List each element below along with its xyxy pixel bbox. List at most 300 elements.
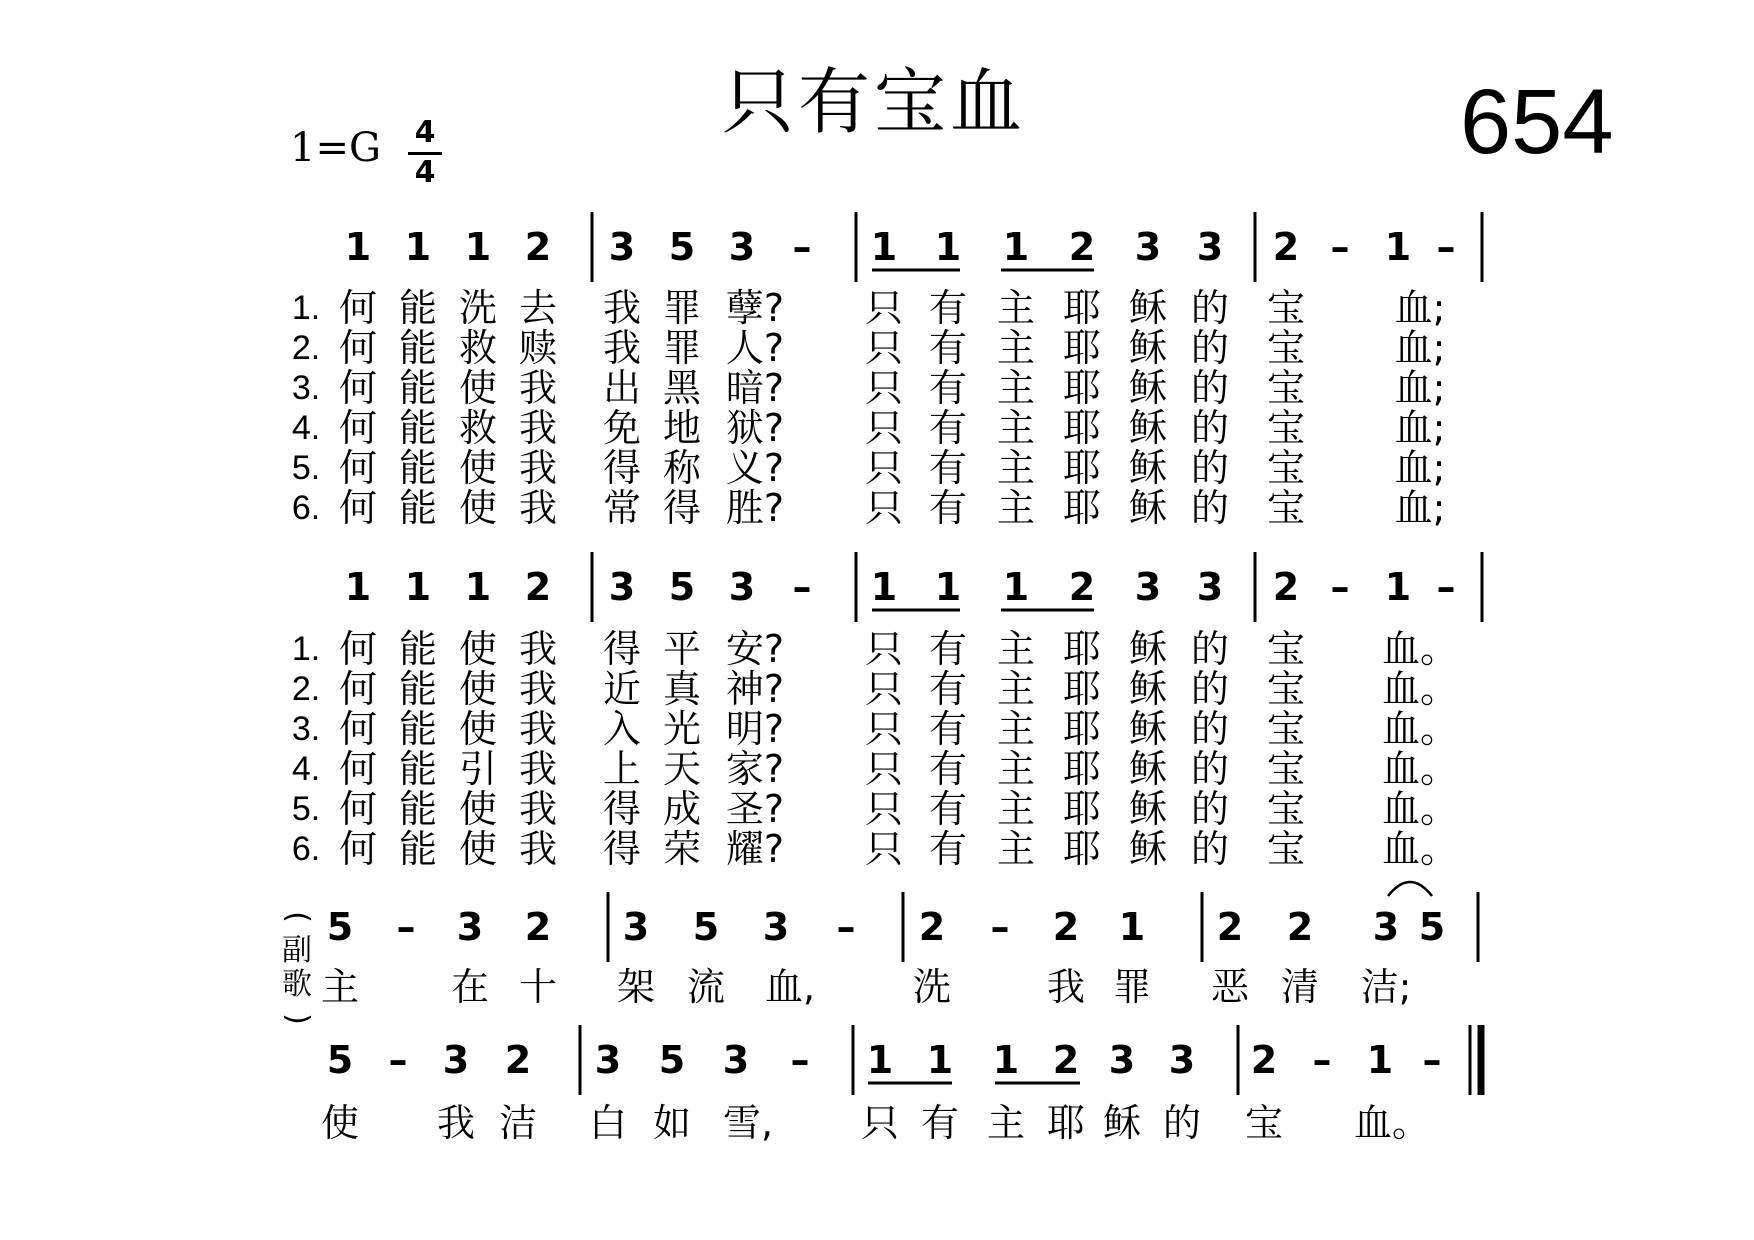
- lyric: 的: [1190, 286, 1230, 330]
- note: 3: [456, 905, 484, 949]
- note: –: [1422, 1038, 1442, 1082]
- note: 1: [934, 565, 962, 609]
- lyric: 何: [338, 406, 378, 450]
- note: 5: [692, 905, 720, 949]
- lyric: 耶: [1062, 667, 1102, 711]
- lyric: 耶: [1062, 827, 1102, 871]
- note: 5: [658, 1038, 686, 1082]
- lyric: 宝: [1266, 787, 1306, 831]
- note: 2: [1216, 905, 1244, 949]
- note: 3: [608, 225, 636, 269]
- lyric: 主: [996, 366, 1036, 410]
- note: 1: [866, 1038, 894, 1082]
- lyric: 能: [398, 747, 438, 791]
- note: –: [1312, 1038, 1332, 1082]
- note: 2: [1272, 225, 1300, 269]
- note: 3: [1108, 1038, 1136, 1082]
- lyric: 主: [996, 707, 1036, 751]
- refrain-tag-open: (: [280, 911, 315, 923]
- note: 1: [344, 225, 372, 269]
- lyric: 十: [518, 965, 558, 1009]
- lyric: 只: [864, 707, 904, 751]
- note: 3: [442, 1038, 470, 1082]
- note: 2: [1068, 565, 1096, 609]
- melody-row-refrain-1: [0, 902, 1754, 952]
- lyric: 有: [928, 667, 968, 711]
- lyric: 宝: [1266, 827, 1306, 871]
- lyric: 耶: [1062, 787, 1102, 831]
- lyric: 稣: [1102, 1101, 1142, 1145]
- note: 1: [934, 225, 962, 269]
- note: 5: [1418, 905, 1446, 949]
- lyric: 使: [458, 667, 498, 711]
- lyric: 何: [338, 366, 378, 410]
- lyric: 引: [458, 747, 498, 791]
- note: 1: [1002, 225, 1030, 269]
- lyric: 我: [518, 707, 558, 751]
- lyric: 主: [996, 827, 1036, 871]
- note: 1: [344, 565, 372, 609]
- lyric-row: [0, 483, 1754, 533]
- note: 3: [728, 565, 756, 609]
- lyric: 黑: [662, 366, 702, 410]
- note: –: [792, 565, 812, 609]
- note: 2: [918, 905, 946, 949]
- lyric: 耶: [1062, 446, 1102, 490]
- lyric: 我: [436, 1101, 476, 1145]
- lyric: 得: [602, 827, 642, 871]
- lyric: 去: [518, 286, 558, 330]
- lyric: 使: [458, 366, 498, 410]
- lyric: 恶: [1210, 965, 1250, 1009]
- lyric-row: [0, 824, 1754, 874]
- lyric: 主: [996, 286, 1036, 330]
- verse-number: 1.: [291, 289, 321, 327]
- lyric: 有: [928, 707, 968, 751]
- lyric: 血。: [1381, 707, 1459, 751]
- note: 1: [404, 225, 432, 269]
- lyric: 何: [338, 707, 378, 751]
- slur: [1388, 882, 1432, 896]
- melody-row-system-1: [0, 222, 1754, 272]
- lyric: 稣: [1128, 667, 1168, 711]
- note: 1: [1384, 225, 1412, 269]
- lyric: 何: [338, 286, 378, 330]
- lyric: 只: [864, 667, 904, 711]
- lyric: 耶: [1062, 707, 1102, 751]
- lyric: 稣: [1128, 286, 1168, 330]
- note: 2: [1286, 905, 1314, 949]
- lyric: 的: [1190, 667, 1230, 711]
- lyric: 血;: [1394, 326, 1446, 370]
- lyric: 宝: [1266, 446, 1306, 490]
- lyric: 我: [602, 326, 642, 370]
- lyric: 何: [338, 747, 378, 791]
- lyric: 赎: [518, 326, 558, 370]
- lyric: 只: [864, 366, 904, 410]
- lyric: 宝: [1266, 667, 1306, 711]
- lyric: 我: [518, 486, 558, 530]
- lyric: 只: [864, 627, 904, 671]
- note: 3: [1134, 225, 1162, 269]
- lyric: 的: [1190, 366, 1230, 410]
- note: 3: [1134, 565, 1162, 609]
- lyric: 使: [320, 1101, 360, 1145]
- note: 2: [524, 905, 552, 949]
- lyric: 血。: [1381, 787, 1459, 831]
- lyric: 主: [320, 965, 360, 1009]
- lyric: 有: [920, 1101, 960, 1145]
- lyric: 天: [662, 747, 702, 791]
- lyric: 能: [398, 366, 438, 410]
- lyric: 有: [928, 286, 968, 330]
- note: 3: [1196, 565, 1224, 609]
- lyric: 有: [928, 486, 968, 530]
- lyric: 洗: [912, 965, 952, 1009]
- lyric: 血。: [1381, 827, 1459, 871]
- note: 5: [326, 1038, 354, 1082]
- note: 1: [870, 565, 898, 609]
- lyric: 真: [662, 667, 702, 711]
- lyric: 我: [602, 286, 642, 330]
- lyric: 得: [602, 787, 642, 831]
- lyric: 何: [338, 827, 378, 871]
- lyric: 稣: [1128, 486, 1168, 530]
- lyric: 常: [602, 486, 642, 530]
- lyric: 使: [458, 827, 498, 871]
- lyric: 稣: [1128, 707, 1168, 751]
- lyric: 的: [1162, 1101, 1202, 1145]
- lyric: 血。: [1381, 667, 1459, 711]
- lyric: 的: [1190, 406, 1230, 450]
- note: 2: [1250, 1038, 1278, 1082]
- lyric: 主: [996, 747, 1036, 791]
- lyric: 耶: [1062, 326, 1102, 370]
- lyric: 的: [1190, 326, 1230, 370]
- lyric: 宝: [1266, 406, 1306, 450]
- lyric: 得: [662, 486, 702, 530]
- lyric: 地: [662, 406, 702, 450]
- lyric: 能: [398, 286, 438, 330]
- note: 2: [524, 565, 552, 609]
- note: 5: [326, 905, 354, 949]
- lyric: 主: [996, 406, 1036, 450]
- lyric: 我: [1046, 965, 1086, 1009]
- lyric: 血;: [1394, 486, 1446, 530]
- refrain-tag-char: 歌: [282, 967, 312, 1002]
- lyric: 稣: [1128, 406, 1168, 450]
- lyric: 何: [338, 787, 378, 831]
- lyric: 平: [662, 627, 702, 671]
- melody-row-system-2: [0, 562, 1754, 612]
- note: 3: [1372, 905, 1400, 949]
- lyric: 只: [864, 486, 904, 530]
- note: 3: [762, 905, 790, 949]
- lyric: 白: [588, 1101, 628, 1145]
- lyric: 使: [458, 787, 498, 831]
- lyric: 我: [518, 406, 558, 450]
- verse-number: 3.: [291, 710, 321, 748]
- note: –: [792, 225, 812, 269]
- lyric: 宝: [1266, 286, 1306, 330]
- lyric: 使: [458, 707, 498, 751]
- lyric: 的: [1190, 787, 1230, 831]
- note: –: [1330, 565, 1350, 609]
- note: –: [1330, 225, 1350, 269]
- lyric: 何: [338, 486, 378, 530]
- lyric: 上: [602, 747, 642, 791]
- lyric: 的: [1190, 827, 1230, 871]
- note: 1: [1366, 1038, 1394, 1082]
- key-signature: 1=G: [290, 125, 381, 171]
- lyric: 何: [338, 667, 378, 711]
- lyric: 血。: [1381, 627, 1459, 671]
- note: –: [396, 905, 416, 949]
- note: 3: [728, 225, 756, 269]
- lyric: 血,: [764, 965, 816, 1009]
- verse-number: 5.: [291, 790, 321, 828]
- note: 3: [1196, 225, 1224, 269]
- lyric: 宝: [1266, 326, 1306, 370]
- note: 1: [1002, 565, 1030, 609]
- lyric-row-refrain-2: [0, 1098, 1754, 1148]
- lyric: 胜?: [725, 486, 785, 530]
- lyric: 使: [458, 486, 498, 530]
- lyric: 宝: [1266, 747, 1306, 791]
- lyric: 主: [996, 326, 1036, 370]
- note: 1: [870, 225, 898, 269]
- lyric: 只: [860, 1101, 900, 1145]
- lyric: 宝: [1266, 707, 1306, 751]
- lyric: 入: [602, 707, 642, 751]
- lyric: 只: [864, 747, 904, 791]
- lyric: 明?: [725, 707, 785, 751]
- lyric: 安?: [725, 627, 785, 671]
- note: –: [1436, 565, 1456, 609]
- verse-number: 3.: [291, 369, 321, 407]
- lyric: 洗: [458, 286, 498, 330]
- lyric: 宝: [1244, 1101, 1284, 1145]
- lyric: 有: [928, 446, 968, 490]
- refrain-tag-char: 副: [282, 933, 312, 968]
- time-signature-top: 4: [414, 115, 436, 150]
- note: –: [790, 1038, 810, 1082]
- note: –: [1436, 225, 1456, 269]
- note: 1: [1118, 905, 1146, 949]
- lyric: 我: [518, 827, 558, 871]
- lyric: 耶: [1062, 486, 1102, 530]
- note: 2: [1052, 1038, 1080, 1082]
- lyric: 荣: [662, 827, 702, 871]
- verse-number: 5.: [291, 449, 321, 487]
- lyric-row-refrain-1: [0, 962, 1754, 1012]
- verse-number: 1.: [291, 630, 321, 668]
- lyric: 只: [864, 326, 904, 370]
- lyric: 能: [398, 446, 438, 490]
- lyric: 成: [662, 787, 702, 831]
- hymn-title: 只有宝血: [722, 60, 1027, 144]
- lyric: 的: [1190, 627, 1230, 671]
- lyric: 只: [864, 787, 904, 831]
- lyric: 何: [338, 446, 378, 490]
- lyric: 洁;: [1360, 965, 1412, 1009]
- note: –: [388, 1038, 408, 1082]
- note: 1: [404, 565, 432, 609]
- lyric: 狱?: [725, 406, 785, 450]
- note: 3: [594, 1038, 622, 1082]
- lyric: 圣?: [725, 787, 785, 831]
- note: 3: [1168, 1038, 1196, 1082]
- lyric: 只: [864, 406, 904, 450]
- lyric: 孽?: [725, 286, 785, 330]
- lyric: 耀?: [725, 827, 785, 871]
- lyric: 光: [662, 707, 702, 751]
- lyric: 稣: [1128, 366, 1168, 410]
- note: 1: [1384, 565, 1412, 609]
- lyric: 能: [398, 667, 438, 711]
- verse-number: 6.: [291, 830, 321, 868]
- lyric: 的: [1190, 446, 1230, 490]
- lyric: 雪,: [722, 1101, 774, 1145]
- lyric: 只: [864, 286, 904, 330]
- lyric: 能: [398, 627, 438, 671]
- lyric: 在: [450, 965, 490, 1009]
- lyric: 神?: [725, 667, 785, 711]
- lyric: 使: [458, 627, 498, 671]
- lyric: 血;: [1394, 286, 1446, 330]
- lyric: 耶: [1062, 747, 1102, 791]
- lyric: 罪: [662, 286, 702, 330]
- lyric: 主: [986, 1101, 1026, 1145]
- lyric: 暗?: [725, 366, 785, 410]
- verse-number: 2.: [291, 329, 321, 367]
- lyric: 我: [518, 366, 558, 410]
- note: 1: [926, 1038, 954, 1082]
- lyric: 宝: [1266, 627, 1306, 671]
- lyric: 稣: [1128, 326, 1168, 370]
- lyric: 我: [518, 627, 558, 671]
- verse-number: 6.: [291, 489, 321, 527]
- lyric: 稣: [1128, 627, 1168, 671]
- note: 3: [608, 565, 636, 609]
- lyric: 得: [602, 446, 642, 490]
- lyric: 的: [1190, 486, 1230, 530]
- note: 2: [1272, 565, 1300, 609]
- lyric: 近: [602, 667, 642, 711]
- lyric: 稣: [1128, 827, 1168, 871]
- lyric: 何: [338, 326, 378, 370]
- lyric: 耶: [1062, 627, 1102, 671]
- note: 2: [1052, 905, 1080, 949]
- lyric: 主: [996, 787, 1036, 831]
- lyric: 有: [928, 827, 968, 871]
- lyric: 使: [458, 446, 498, 490]
- hymn-number: 654: [1460, 71, 1614, 173]
- note: 3: [622, 905, 650, 949]
- lyric: 主: [996, 667, 1036, 711]
- lyric: 出: [602, 366, 642, 410]
- lyric: 的: [1190, 747, 1230, 791]
- lyric: 耶: [1062, 406, 1102, 450]
- lyric: 血;: [1394, 406, 1446, 450]
- lyric: 我: [518, 446, 558, 490]
- lyric: 耶: [1062, 286, 1102, 330]
- lyric: 主: [996, 627, 1036, 671]
- note: –: [990, 905, 1010, 949]
- lyric: 耶: [1046, 1101, 1086, 1145]
- lyric: 能: [398, 707, 438, 751]
- note: 2: [524, 225, 552, 269]
- lyric: 免: [602, 406, 642, 450]
- lyric: 的: [1190, 707, 1230, 751]
- melody-row-refrain-2: [0, 1035, 1754, 1085]
- lyric: 人?: [725, 326, 785, 370]
- lyric: 能: [398, 406, 438, 450]
- note: 2: [504, 1038, 532, 1082]
- lyric: 有: [928, 787, 968, 831]
- lyric: 何: [338, 627, 378, 671]
- lyric: 如: [652, 1101, 692, 1145]
- note: –: [836, 905, 856, 949]
- lyric: 血。: [1381, 747, 1459, 791]
- lyric: 只: [864, 827, 904, 871]
- note: 1: [464, 565, 492, 609]
- lyric: 救: [458, 326, 498, 370]
- lyric: 家?: [725, 747, 785, 791]
- lyric: 有: [928, 406, 968, 450]
- lyric: 称: [662, 446, 702, 490]
- lyric: 宝: [1266, 366, 1306, 410]
- lyric: 能: [398, 326, 438, 370]
- lyric: 能: [398, 827, 438, 871]
- verse-number: 4.: [291, 750, 321, 788]
- lyric: 血;: [1394, 446, 1446, 490]
- note: 1: [464, 225, 492, 269]
- note: 5: [668, 565, 696, 609]
- lyric: 有: [928, 747, 968, 791]
- lyric: 耶: [1062, 366, 1102, 410]
- lyric: 有: [928, 326, 968, 370]
- lyric: 宝: [1266, 486, 1306, 530]
- note: 5: [668, 225, 696, 269]
- refrain-tag-close: ): [280, 1013, 315, 1025]
- lyric: 洁: [498, 1101, 538, 1145]
- lyric: 能: [398, 787, 438, 831]
- time-signature-bottom: 4: [414, 155, 436, 190]
- verse-number: 4.: [291, 409, 321, 447]
- note: 2: [1068, 225, 1096, 269]
- lyric: 罪: [662, 326, 702, 370]
- lyric: 有: [928, 366, 968, 410]
- lyric: 主: [996, 446, 1036, 490]
- lyric: 稣: [1128, 747, 1168, 791]
- lyric: 能: [398, 486, 438, 530]
- note: 1: [992, 1038, 1020, 1082]
- lyric: 清: [1280, 965, 1320, 1009]
- lyric: 血;: [1394, 366, 1446, 410]
- lyric: 稣: [1128, 787, 1168, 831]
- lyric: 血。: [1353, 1101, 1431, 1145]
- lyric: 流: [686, 965, 726, 1009]
- lyric: 罪: [1112, 965, 1152, 1009]
- lyric: 救: [458, 406, 498, 450]
- lyric: 我: [518, 667, 558, 711]
- lyric: 我: [518, 787, 558, 831]
- verse-number: 2.: [291, 670, 321, 708]
- lyric: 架: [616, 965, 656, 1009]
- lyric: 主: [996, 486, 1036, 530]
- lyric: 只: [864, 446, 904, 490]
